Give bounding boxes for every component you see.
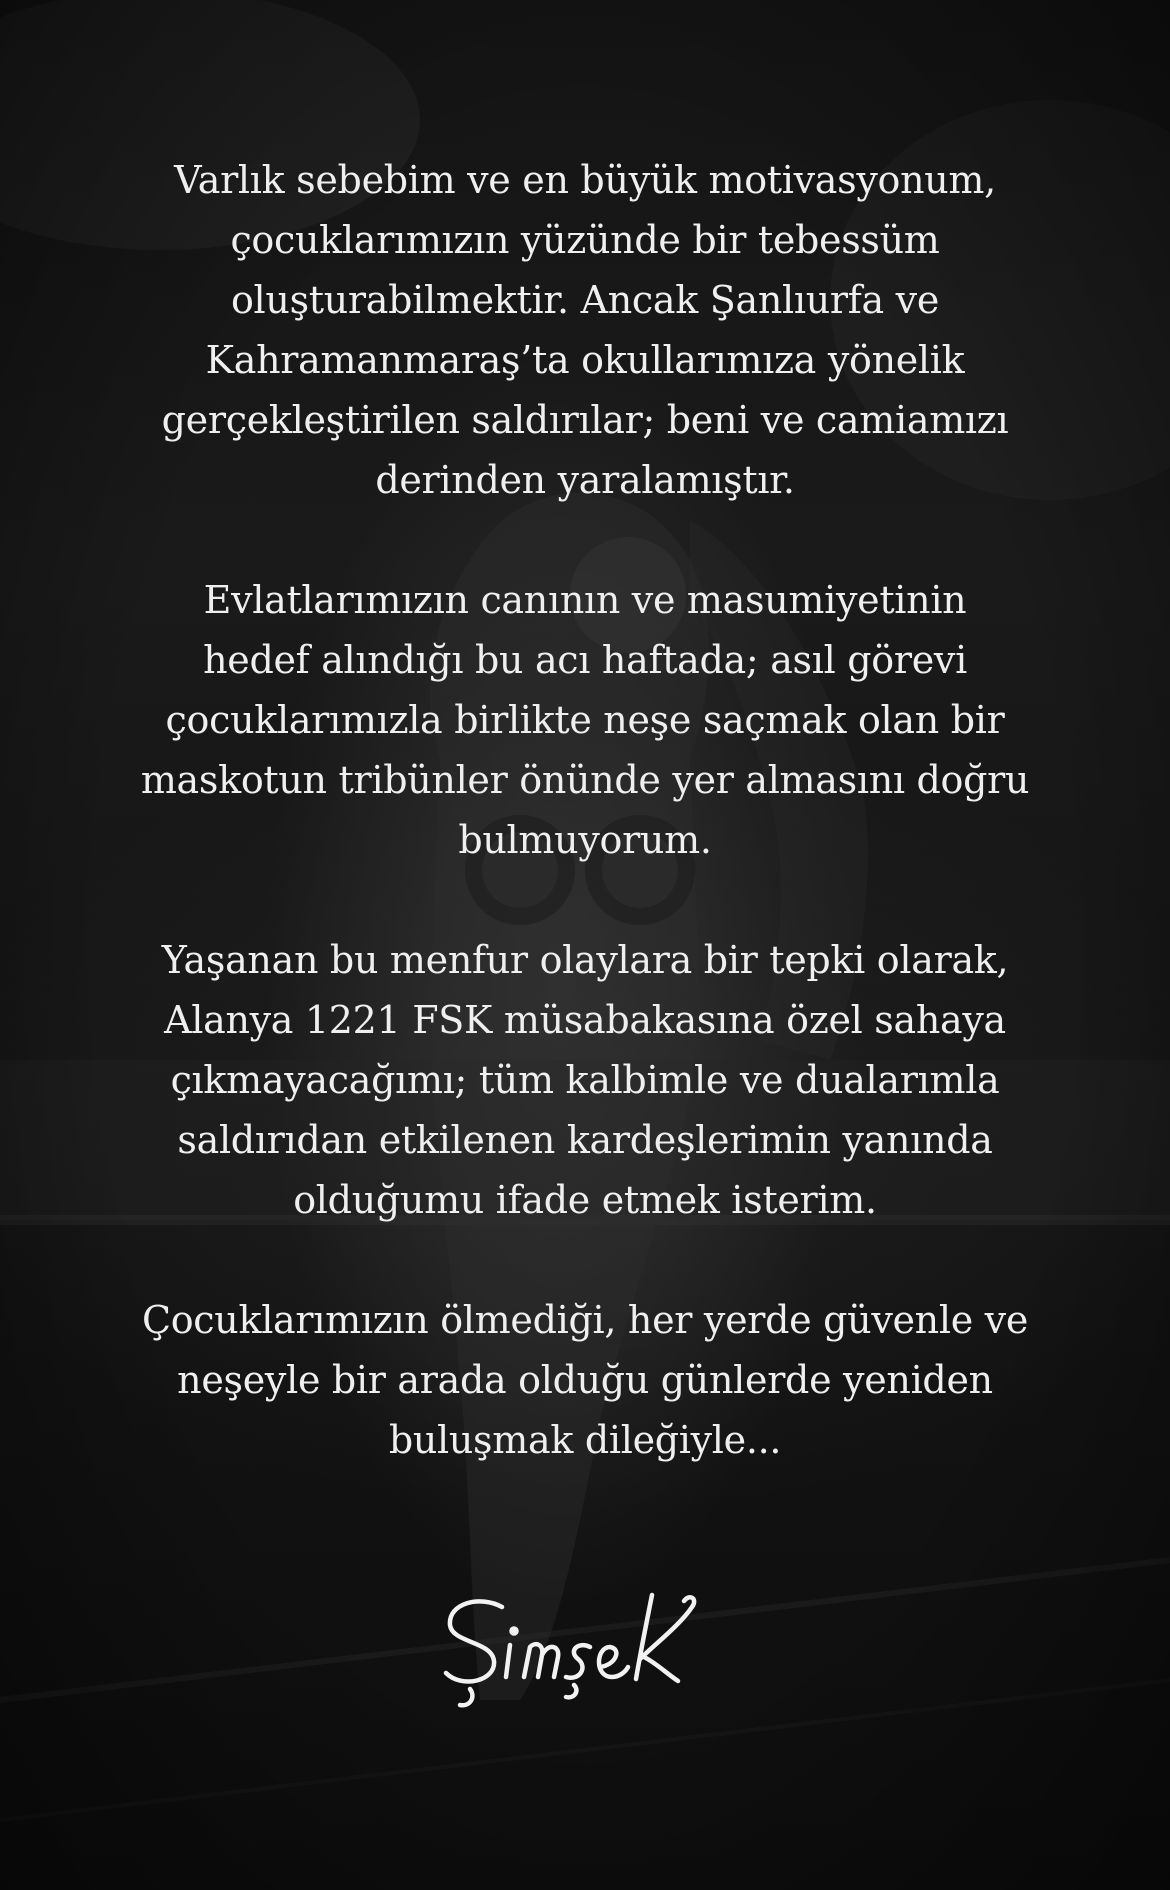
statement-paragraph-2 <box>100 570 1070 870</box>
statement-line: çocuklarımızla birlikte neşe saçmak olan bir <box>165 698 1005 742</box>
statement-paragraph-4 <box>100 1290 1070 1470</box>
statement-line: Kahramanmaraş’ta okullarımıza yönelik <box>205 338 965 382</box>
statement-line: Evlatlarımızın canının ve masumiyetinin <box>203 578 967 622</box>
statement-paragraph-1 <box>100 150 1070 510</box>
statement-line: bulmuyorum. <box>458 818 712 862</box>
statement-line: oluşturabilmektir. Ancak Şanlıurfa ve <box>230 278 940 322</box>
statement-line: saldırıdan etkilenen kardeşlerimin yanında <box>177 1118 993 1162</box>
signature <box>440 1585 740 1715</box>
statement-text <box>100 150 1070 1470</box>
statement-line: buluşmak dileğiyle... <box>388 1418 782 1462</box>
statement-line: Alanya 1221 FSK müsabakasına özel sahaya <box>164 998 1006 1042</box>
statement-line: çıkmayacağımı; tüm kalbimle ve dualarımla <box>170 1058 1000 1102</box>
statement-line: maskotun tribünler önünde yer almasını doğru <box>140 758 1030 802</box>
statement-line: Yaşanan bu menfur olaylara bir tepki olarak, <box>161 938 1009 982</box>
statement-line: olduğumu ifade etmek isterim. <box>293 1178 877 1222</box>
statement-line: derinden yaralamıştır. <box>375 458 795 502</box>
statement-line: Varlık sebebim ve en büyük motivasyonum, <box>174 158 996 202</box>
statement-line: hedef alındığı bu acı haftada; asıl görevi <box>203 638 967 682</box>
statement-line: neşeyle bir arada olduğu günlerde yeniden <box>177 1358 993 1402</box>
statement-line: çocuklarımızın yüzünde bir tebessüm <box>230 218 940 262</box>
statement-paragraph-3 <box>100 930 1070 1230</box>
statement-line: gerçekleştirilen saldırılar; beni ve camiamızı <box>161 398 1009 442</box>
statement-line: Çocuklarımızın ölmediği, her yerde güvenle ve <box>141 1298 1029 1342</box>
signature-handwriting <box>440 1585 740 1715</box>
